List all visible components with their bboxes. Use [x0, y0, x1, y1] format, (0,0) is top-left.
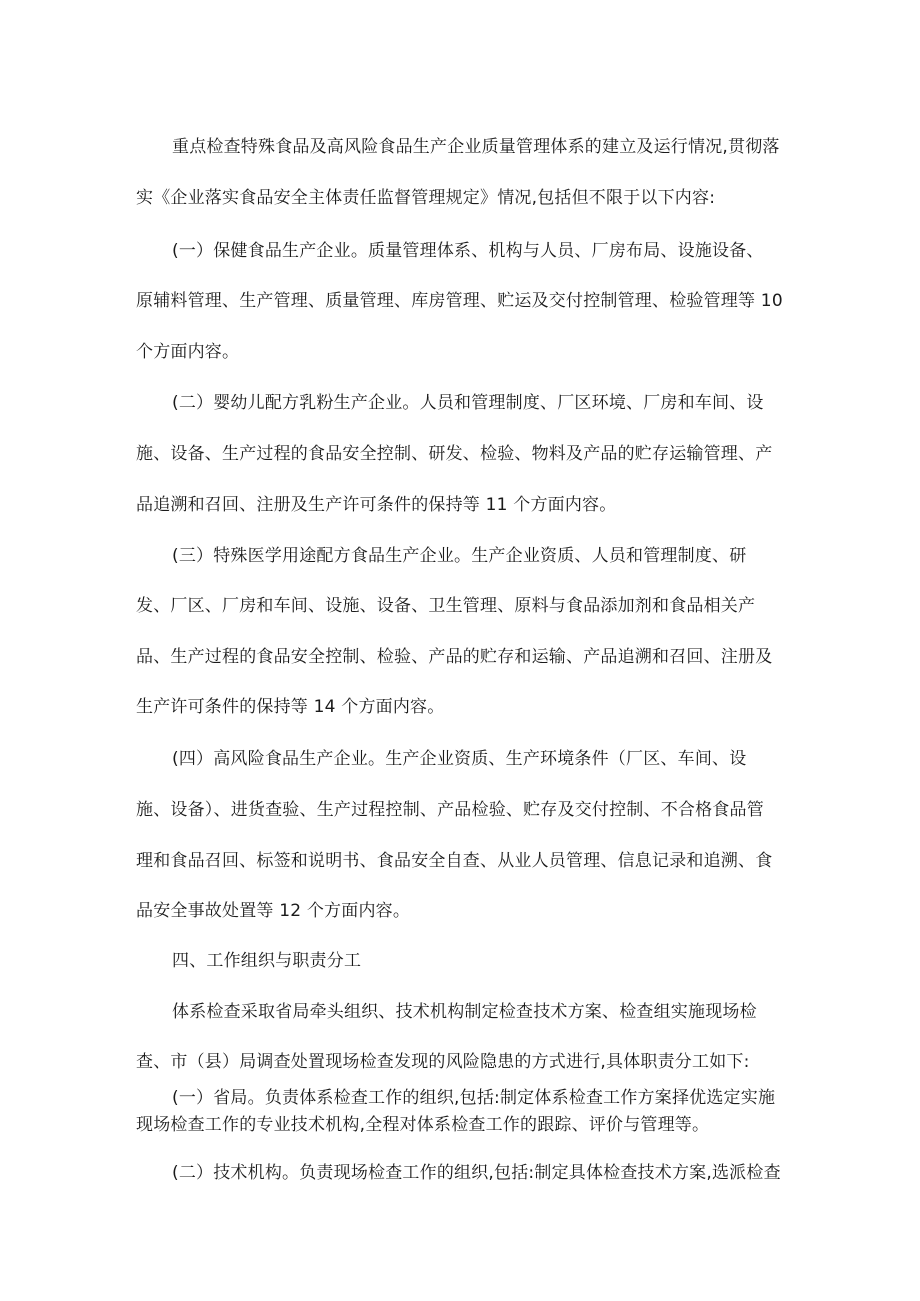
- text-line: (二）技术机构。负责现场检查工作的组织,包括:制定具体检查技术方案,选派检查: [172, 1163, 781, 1183]
- text-line: 原辅料管理、生产管理、质量管理、库房管理、贮运及交付控制管理、检验管理等 10: [136, 291, 783, 311]
- text-line: 施、设备）、进货查验、生产过程控制、产品检验、贮存及交付控制、不合格食品管: [136, 800, 764, 820]
- text-line: 施、设备、生产过程的食品安全控制、研发、检验、物料及产品的贮存运输管理、产: [136, 444, 773, 464]
- section-heading: 四、工作组织与职责分工: [172, 951, 362, 971]
- text-line: 实《企业落实食品安全主体责任监督管理规定》情况,包括但不限于以下内容:: [136, 188, 716, 208]
- text-line: 品追溯和召回、注册及生产许可条件的保持等 11 个方面内容。: [136, 495, 617, 515]
- text-line: 查、市（县）局调查处置现场检查发现的风险隐患的方式进行,具体职责分工如下:: [136, 1052, 750, 1072]
- text-line: (一）保健食品生产企业。质量管理体系、机构与人员、厂房布局、设施设备、: [172, 241, 764, 261]
- text-line: (二）婴幼儿配方乳粉生产企业。人员和管理制度、厂区环境、厂房和车间、设: [172, 393, 764, 413]
- text-line: 品、生产过程的食品安全控制、检验、产品的贮存和运输、产品追溯和召回、注册及: [136, 647, 773, 667]
- text-line: (四）高风险食品生产企业。生产企业资质、生产环境条件（厂区、车间、设: [172, 749, 747, 769]
- text-line: 品安全事故处置等 12 个方面内容。: [136, 901, 411, 921]
- text-line: 体系检查采取省局牵头组织、技术机构制定检查技术方案、检查组实施现场检: [172, 1002, 757, 1022]
- text-line: 个方面内容。: [136, 342, 240, 362]
- text-line: (三）特殊医学用途配方食品生产企业。生产企业资质、人员和管理制度、研: [172, 546, 747, 566]
- text-line: 发、厂区、厂房和车间、设施、设备、卫生管理、原料与食品添加剂和食品相关产: [136, 596, 756, 616]
- text-line: 重点检查特殊食品及高风险食品生产企业质量管理体系的建立及运行情况,贯彻落: [172, 137, 780, 157]
- text-line: (一）省局。负责体系检查工作的组织,包括:制定体系检查工作方案择优选定实施: [172, 1088, 776, 1108]
- text-line: 现场检查工作的专业技术机构,全程对体系检查工作的跟踪、评价与管理等。: [136, 1115, 710, 1135]
- text-line: 理和食品召回、标签和说明书、食品安全自查、从业人员管理、信息记录和追溯、食: [136, 851, 773, 871]
- text-line: 生产许可条件的保持等 14 个方面内容。: [136, 697, 445, 717]
